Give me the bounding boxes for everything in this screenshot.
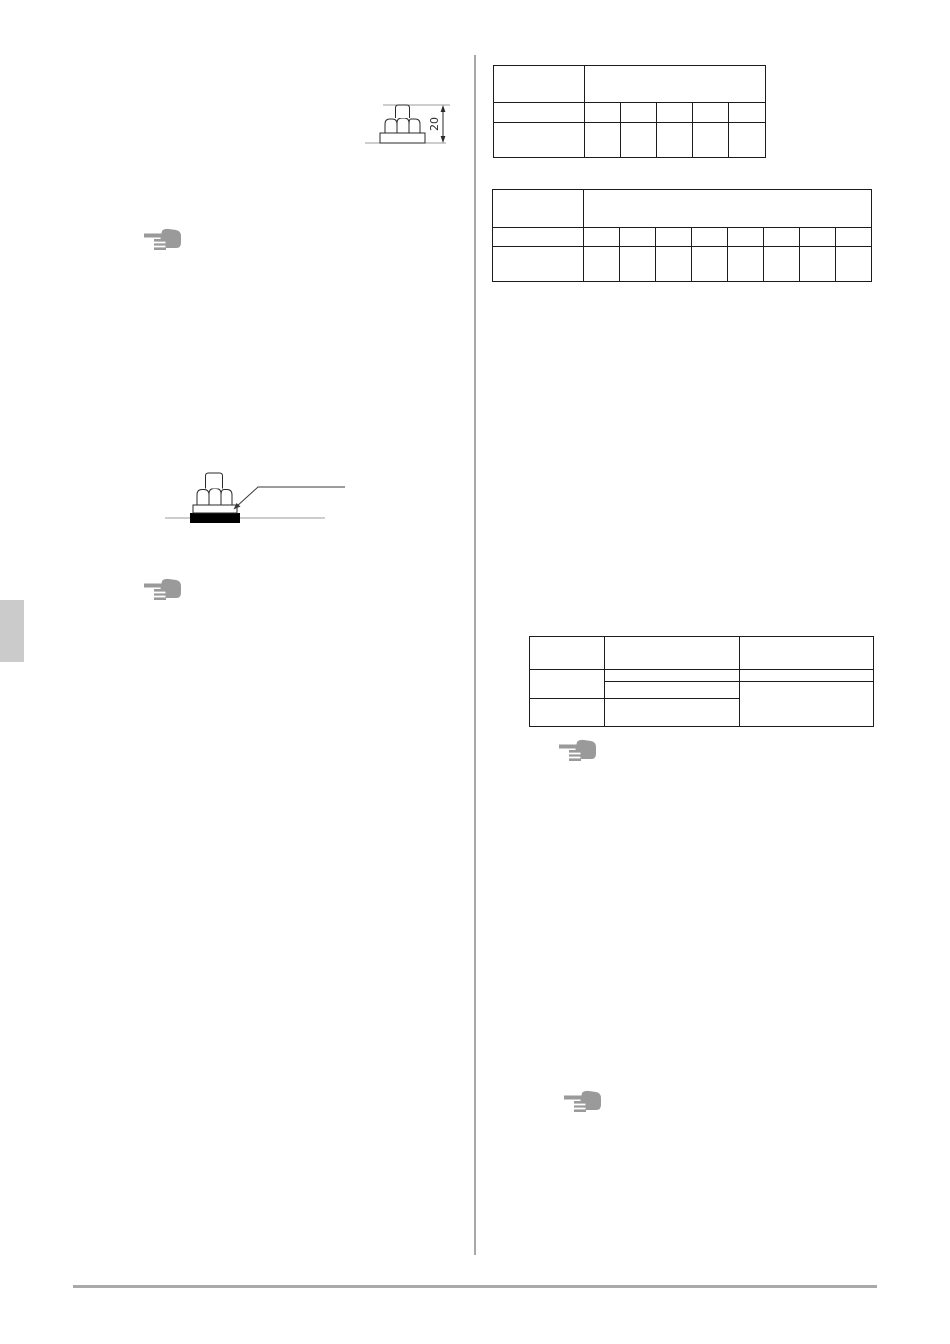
- table-cell: [605, 670, 740, 682]
- table-1: [493, 65, 766, 158]
- table-cell: [740, 670, 874, 682]
- column-divider: [474, 55, 476, 1255]
- table-cell: [764, 247, 800, 282]
- table-cell: [530, 670, 605, 699]
- table-cell: [494, 66, 585, 103]
- table-3: [529, 636, 874, 727]
- table-cell: [585, 123, 621, 158]
- table-2: [492, 189, 872, 282]
- table-cell: [656, 247, 692, 282]
- pointing-hand-icon: [563, 1089, 603, 1115]
- table-cell: [621, 103, 657, 123]
- table-cell: [530, 637, 605, 670]
- table-cell: [493, 228, 584, 247]
- table-cell: [494, 103, 585, 123]
- table-cell: [620, 247, 656, 282]
- table-cell: [605, 699, 740, 727]
- table-cell: [692, 247, 728, 282]
- table-cell: [693, 103, 729, 123]
- table-cell: [493, 190, 584, 228]
- dimension-label: 20: [428, 117, 441, 131]
- bolt-dimension-drawing: [362, 92, 452, 147]
- table-cell: [584, 190, 872, 228]
- table-cell: [605, 637, 740, 670]
- table-cell: [584, 228, 620, 247]
- table-cell: [494, 123, 585, 158]
- table-cell: [657, 123, 693, 158]
- pointing-hand-icon: [143, 227, 183, 253]
- bolt-dimension-drawing-svg: [362, 92, 452, 147]
- table-cell: [800, 228, 836, 247]
- table-cell: [836, 228, 872, 247]
- table-cell: [493, 247, 584, 282]
- bolt-on-pad-drawing: [160, 468, 350, 526]
- table-cell: [740, 682, 874, 727]
- table-cell: [764, 228, 800, 247]
- table-cell: [585, 66, 766, 103]
- pointing-hand-icon: [143, 577, 183, 603]
- table-cell: [621, 123, 657, 158]
- table-cell: [585, 103, 621, 123]
- table-cell: [692, 228, 728, 247]
- table-cell: [728, 247, 764, 282]
- table-cell: [605, 682, 740, 699]
- table-cell: [620, 228, 656, 247]
- table-cell: [740, 637, 874, 670]
- pointing-hand-icon: [558, 738, 598, 764]
- table-cell: [656, 228, 692, 247]
- bolt-on-pad-drawing-svg: [160, 468, 350, 526]
- table-cell: [584, 247, 620, 282]
- footer-rule: [73, 1285, 877, 1288]
- table-cell: [530, 699, 605, 727]
- table-cell: [836, 247, 872, 282]
- table-cell: [729, 123, 766, 158]
- table-cell: [729, 103, 766, 123]
- table-cell: [800, 247, 836, 282]
- table-cell: [693, 123, 729, 158]
- table-cell: [657, 103, 693, 123]
- chapter-side-tab: [0, 600, 24, 662]
- table-cell: [728, 228, 764, 247]
